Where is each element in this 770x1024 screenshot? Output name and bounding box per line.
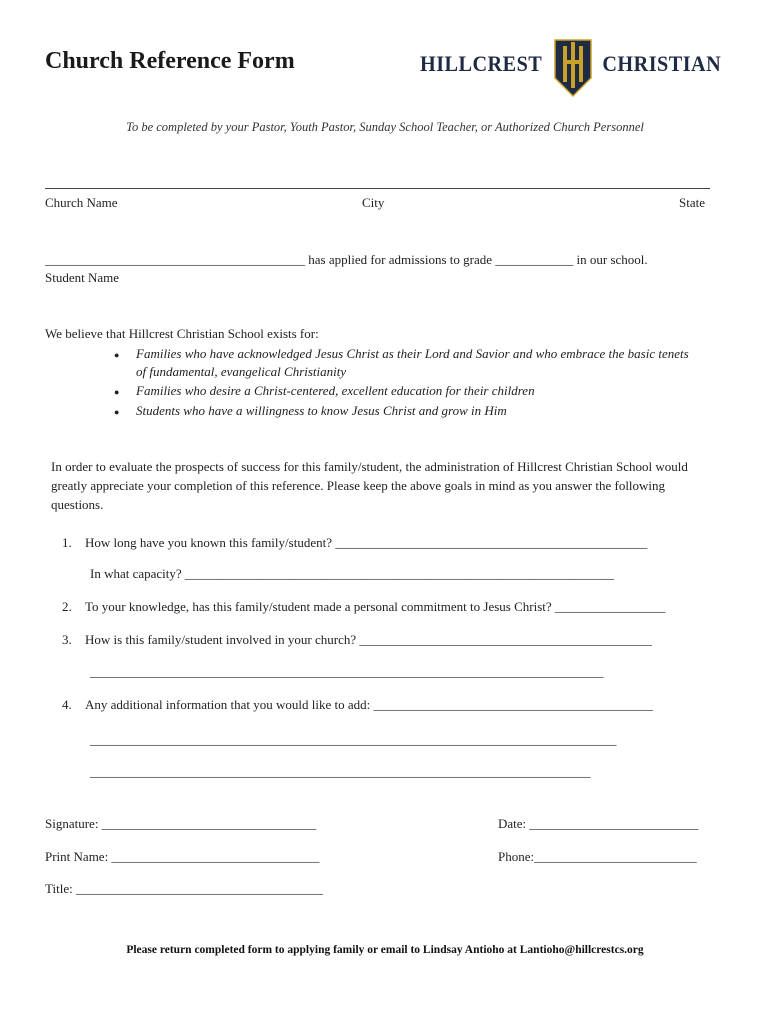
belief-item-continued: of fundamental, evangelical Christianity (136, 364, 347, 379)
question-1[interactable]: How long have you known this family/student? ________________________________________________ (85, 535, 648, 550)
bullet-icon: ● (114, 387, 120, 397)
applied-text: has applied for admissions to grade (308, 252, 493, 267)
belief-item: Families who have acknowledged Jesus Christ as their Lord and Savior and who embrace the basic tenets (136, 346, 689, 361)
church-info-line[interactable] (45, 188, 710, 189)
bullet-icon: ● (114, 350, 120, 360)
print-name-field[interactable]: Print Name: ________________________________ (45, 849, 320, 864)
shield-icon (553, 38, 593, 98)
signature-field[interactable]: Signature: _________________________________ (45, 816, 317, 831)
belief-item: Families who desire a Christ-centered, excellent education for their children (136, 383, 535, 398)
question-4-answer-line[interactable]: _________________________________________________________________________________ (90, 732, 617, 747)
question-3[interactable]: How is this family/student involved in your church? _____________________________________________ (85, 632, 652, 647)
page-title: Church Reference Form (45, 48, 295, 74)
student-name-label: Student Name (45, 270, 120, 285)
school-text: in our school. (576, 252, 648, 267)
question-1-capacity[interactable]: In what capacity? __________________________________________________________________ (90, 566, 614, 581)
student-name-blank[interactable]: ________________________________________ (45, 252, 305, 267)
school-logo (420, 38, 725, 100)
question-4-answer-line[interactable]: _____________________________________________________________________________ (90, 764, 591, 779)
student-name-line[interactable] (45, 252, 648, 268)
question-number: 1. (62, 535, 72, 550)
state-label: State (679, 195, 705, 210)
question-2[interactable]: To your knowledge, has this family/student made a personal commitment to Jesus Christ? _________________ (85, 599, 666, 614)
question-number: 2. (62, 599, 72, 614)
title-field[interactable]: Title: ______________________________________ (45, 881, 323, 896)
phone-field[interactable]: Phone:_________________________ (498, 849, 697, 864)
church-name-label: Church Name (45, 195, 118, 210)
question-3-answer-line[interactable]: _______________________________________________________________________________ (90, 664, 604, 679)
belief-item: Students who have a willingness to know Jesus Christ and grow in Him (136, 403, 507, 418)
question-number: 4. (62, 697, 72, 712)
beliefs-intro: We believe that Hillcrest Christian School exists for: (45, 326, 319, 341)
date-field[interactable]: Date: __________________________ (498, 816, 699, 831)
logo-text-right: CHRISTIAN (602, 51, 721, 76)
logo-text-left: HILLCREST (420, 51, 543, 76)
instructions-paragraph: In order to evaluate the prospects of success for this family/student, the administration of Hillcrest Christian School would greatly appreciate your completion of this reference. Please keep the above goals in mind as you answer the following questions. (51, 459, 688, 512)
bullet-icon: ● (114, 407, 120, 417)
city-label: City (362, 195, 385, 210)
question-number: 3. (62, 632, 72, 647)
return-instructions-footer: Please return completed form to applying family or email to Lindsay Antioho at Lantioho@hillcrestcs.org (126, 944, 644, 956)
grade-blank[interactable]: ____________ (495, 252, 574, 267)
form-instructions-subtitle: To be completed by your Pastor, Youth Pastor, Sunday School Teacher, or Authorized Church Personnel (126, 120, 644, 134)
question-4[interactable]: Any additional information that you would like to add: ___________________________________________ (85, 697, 653, 712)
